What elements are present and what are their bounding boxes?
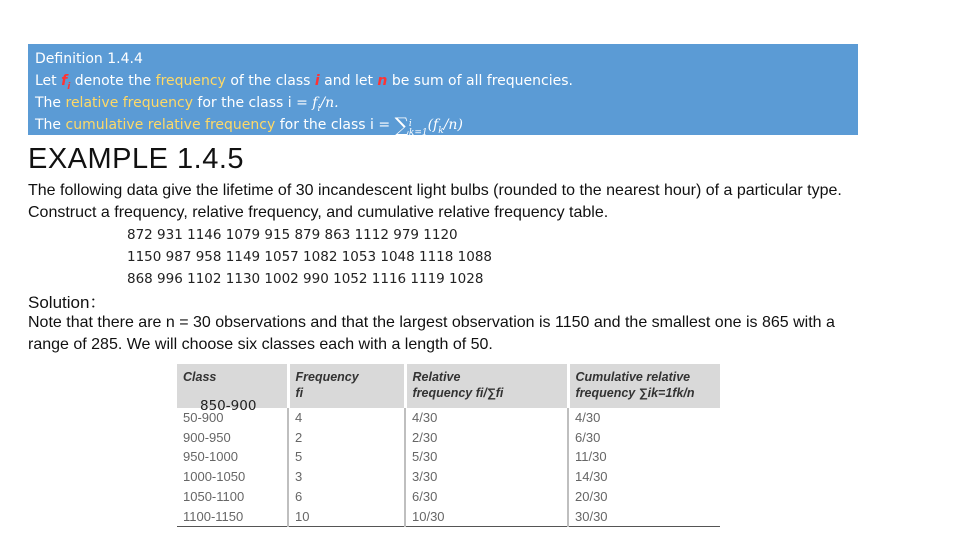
header-cumulative-relative-frequency: Cumulative relative frequency ∑ik=1fk/n [568,364,720,408]
table-row [177,447,720,467]
cell-cumulative: 11/30 [568,447,720,467]
cumulative-formula: $(f_k/n)$ [427,117,463,136]
example-title: EXAMPLE 1.4.5 [28,143,245,175]
cell-class: 1000-1050 [183,469,246,485]
highlight-cumulative-relative-frequency: cumulative relative frequency [65,117,276,133]
cell-frequency: 2 [288,428,405,448]
sigma-limits: i k=1 [408,119,428,138]
solution-label: Solution： [28,293,107,312]
text-fragment: Let [35,73,62,89]
header-class: Class [177,364,288,408]
table-row [177,467,720,487]
text-fragment: for the class i = [275,117,395,133]
cell-relative: 4/30 [405,408,568,428]
highlight-relative-frequency: relative frequency [65,95,193,111]
highlight-frequency: frequency [155,73,226,89]
definition-line-3 [35,114,858,136]
frequency-table [177,364,720,527]
text-fragment: The [35,95,66,111]
cell-frequency: 4 [288,408,405,428]
cell-class: 1100-1150 [183,508,244,524]
cell-cumulative: 20/30 [568,487,720,507]
example-intro: The following data give the lifetime of 30 incandescent light bulbs (rounded to the nearest hour) of a particular type. Construct a frequency, relative frequency, and cumulative relative frequency table. [28,182,842,221]
definition-line-1 [35,70,858,92]
text-fragment: and let [319,73,378,89]
data-line: 868 996 1102 1130 1002 990 1052 1116 1119 1028 [127,271,484,287]
table-row [177,487,720,507]
text-fragment: denote the [70,73,156,89]
text-fragment: be sum of all frequencies. [387,73,573,89]
text-fragment: The [35,117,66,133]
table-header-row [177,364,720,408]
cell-frequency: 5 [288,447,405,467]
cell-relative: 10/30 [405,507,568,527]
cell-cumulative: 30/30 [568,507,720,527]
symbol-i: i [314,73,320,89]
cell-class: 50-900 [183,410,224,425]
table-row [177,428,720,448]
cell-class: 900-950 [183,429,231,445]
sigma-symbol: ∑ [394,113,409,137]
definition-line-2 [35,92,858,114]
table-row [177,408,720,428]
header-relative-frequency: Relative frequency fi/∑fi [405,364,568,408]
cell-cumulative: 14/30 [568,467,720,487]
header-frequency: Frequency fi [288,364,405,408]
cell-cumulative: 4/30 [568,408,720,428]
symbol-n: n [377,73,388,89]
data-line: 1150 987 958 1149 1057 1082 1053 1048 1118 1088 [127,249,493,265]
text-fragment: for the class i = [192,95,313,111]
data-line: 872 931 1146 1079 915 879 863 1112 979 1120 [127,227,458,243]
observation-data [127,224,492,290]
class-overlay-label: 850-900 [200,398,257,414]
cell-class: 1050-1100 [183,488,245,504]
text-fragment: of the class [225,73,315,89]
cell-frequency: 3 [288,467,405,487]
cell-frequency: 10 [288,507,405,527]
cell-relative: 3/30 [405,467,568,487]
cell-relative: 2/30 [405,428,568,448]
definition-heading: Definition 1.4.4 [35,51,143,67]
relative-formula: $f_i/n$. [312,95,339,114]
cell-class: 950-1000 [183,449,238,465]
cell-relative: 6/30 [405,487,568,507]
cell-cumulative: 6/30 [568,428,720,448]
solution-text: Note that there are n = 30 observations and that the largest observation is 1150 and the smallest one is 865 with a range of 285. We will choose six classes each with a length of 50. [28,314,835,353]
table-row [177,507,720,527]
definition-box [28,44,858,138]
cell-relative: 5/30 [405,447,568,467]
cell-frequency: 6 [288,487,405,507]
symbol-f: $f_i$ [61,73,71,92]
